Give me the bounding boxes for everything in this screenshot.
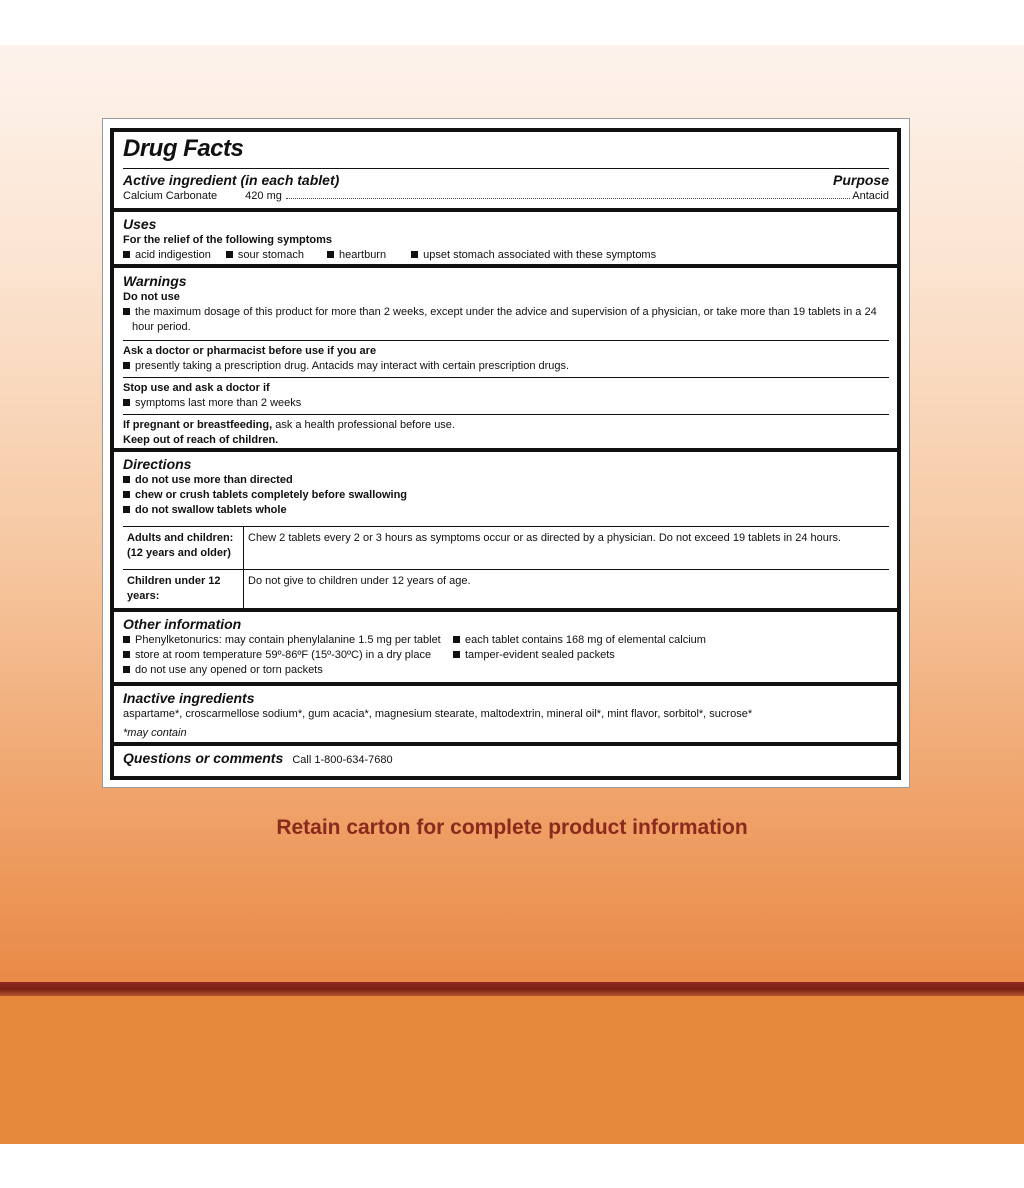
table-row [123,570,889,613]
bullet-icon [123,506,130,513]
bullet-icon [453,651,460,658]
stop-use-block [123,377,889,411]
questions-heading: Questions or comments [123,750,284,766]
bullet-icon [123,636,130,643]
active-ingredient-row [123,189,889,204]
questions-section [114,746,897,776]
directions-section [114,452,897,612]
bullet-icon [327,251,334,258]
inactive-ingredients-section [114,686,897,746]
other-info-heading: Other information [123,616,242,632]
uses-item: upset stomach associated with these symptoms [411,249,656,261]
bullet-icon [123,491,130,498]
uses-item: heartburn [327,249,386,261]
uses-intro: For the relief of the following symptoms [123,234,333,246]
questions-phone: Call 1-800-634-7680 [292,754,393,766]
active-ingredient-heading: Active ingredient (in each tablet) [123,172,340,188]
ask-doctor-text: presently taking a prescription drug. Antacids may interact with certain prescription drugs. [123,359,889,374]
title-rule [123,168,889,169]
other-info-section [114,612,897,686]
other-info-item: Phenylketonurics: may contain phenylalanine 1.5 mg per tablet [123,633,453,648]
direction-item: do not use more than directed [123,473,889,488]
do-not-use-text: the maximum dosage of this product for more than 2 weeks, except under the advice and supervision of a physician, or take more than 19 tablets in a 24 hour period. [123,305,889,337]
other-info-left [123,633,453,678]
ask-doctor-block [123,340,889,374]
bullet-icon [453,636,460,643]
warnings-heading: Warnings [123,273,187,289]
active-heading-row [123,171,889,189]
stop-use-label: Stop use and ask a doctor if [123,382,270,394]
dosage-age-label: Children under 12 years: [123,570,244,613]
leader-dots [286,198,850,199]
dosage-instruction: Do not give to children under 12 years of age. [244,570,890,613]
pregnancy-block [123,414,889,448]
uses-heading: Uses [123,216,157,232]
uses-list [123,248,889,263]
ask-doctor-label: Ask a doctor or pharmacist before use if you are [123,345,377,357]
ingredient-purpose: Antacid [852,190,889,202]
ingredient-name: Calcium Carbonate [123,190,218,202]
warnings-section [114,268,897,452]
bullet-icon [123,251,130,258]
decorative-stripe [0,982,1024,996]
inactive-note: *may contain [123,727,187,739]
direction-item: chew or crush tablets completely before swallowing [123,488,889,503]
other-info-item: store at room temperature 59º-86ºF (15º-30ºC) in a dry place [123,648,453,663]
drug-facts-title: Drug Facts [123,135,244,162]
bullet-icon [411,251,418,258]
other-info-columns [123,633,889,678]
table-row [123,527,889,570]
bullet-icon [123,308,130,315]
directions-heading: Directions [123,456,192,472]
uses-item: acid indigestion [123,249,211,261]
direction-item: do not swallow tablets whole [123,503,889,518]
inactive-list: aspartame*, croscarmellose sodium*, gum acacia*, magnesium stearate, maltodextrin, mineral oil*, mint flavor, sorbitol*, sucrose* [123,708,753,720]
uses-item: sour stomach [226,249,304,261]
stop-use-text: symptoms last more than 2 weeks [123,396,889,411]
other-info-right [453,633,706,678]
active-ingredient-section [114,132,897,212]
bullet-icon [123,362,130,369]
other-info-item: each tablet contains 168 mg of elemental calcium [453,633,706,648]
orange-band [0,996,1024,1144]
dosage-table [123,526,889,612]
drug-facts-panel [110,128,901,780]
footer-blank [0,1144,1024,1188]
bullet-icon [123,476,130,483]
ingredient-amount: 420 mg [245,190,282,202]
uses-section [114,212,897,268]
bullet-icon [123,666,130,673]
bullet-icon [123,651,130,658]
retain-carton-notice: Retain carton for complete product information [276,816,748,839]
other-info-item: do not use any opened or torn packets [123,663,453,678]
do-not-use-label: Do not use [123,291,180,303]
dosage-instruction: Chew 2 tablets every 2 or 3 hours as symptoms occur or as directed by a physician. Do not exceed 19 tablets in 24 hours. [244,527,890,570]
inactive-heading: Inactive ingredients [123,690,255,706]
bullet-icon [226,251,233,258]
pregnancy-text: If pregnant or breastfeeding, ask a health professional before use. [123,419,455,431]
dosage-age-label: Adults and children: (12 years and older) [123,527,244,570]
keep-out-text: Keep out of reach of children. [123,434,279,446]
purpose-heading: Purpose [832,172,889,188]
bullet-icon [123,399,130,406]
other-info-item: tamper-evident sealed packets [453,648,706,663]
